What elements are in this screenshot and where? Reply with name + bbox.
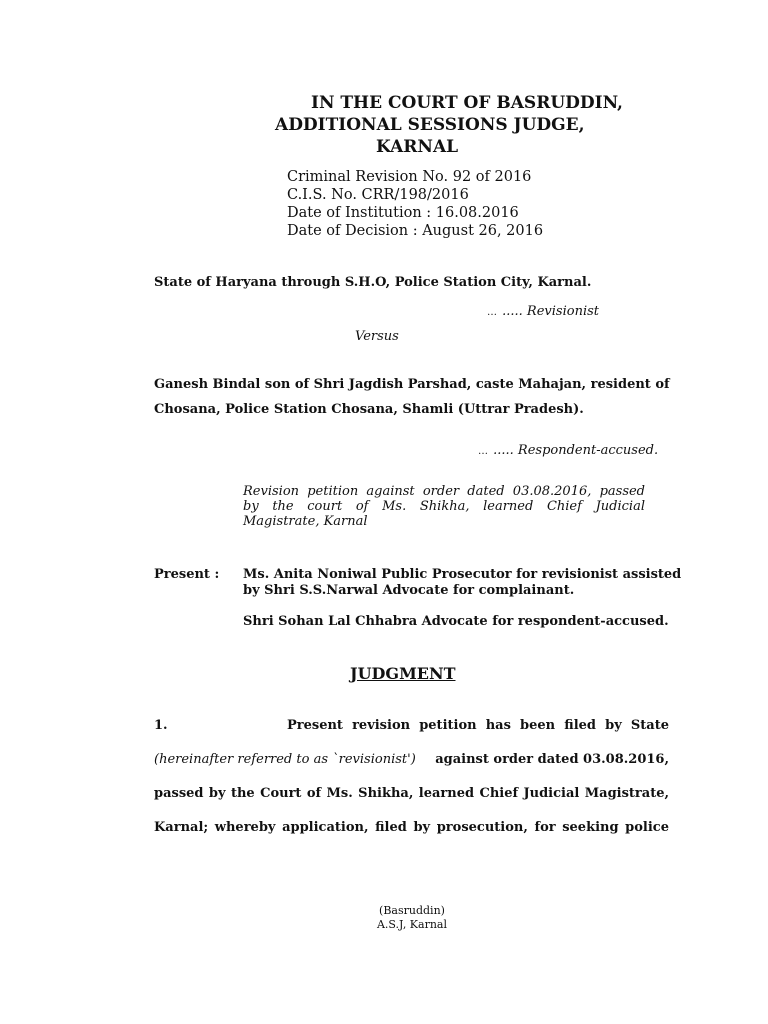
footer-signatory-designation: A.S.J, Karnal bbox=[376, 918, 448, 931]
present-line-2: by Shri S.S.Narwal Advocate for complainant. bbox=[243, 583, 575, 598]
subject-line-1: Revision petition against order dated 03.08.2016, passed bbox=[243, 484, 645, 499]
petitioner-name: State of Haryana through S.H.O, Police Station City, Karnal. bbox=[154, 275, 592, 290]
judgment-line-2-italic: (hereinafter referred to as `revisionist') bbox=[154, 752, 416, 767]
subject-line-3: Magistrate, Karnal bbox=[243, 514, 368, 529]
revision-number: Criminal Revision No. 92 of 2016 bbox=[287, 169, 532, 185]
petitioner-role-text: ..... Revisionist bbox=[502, 304, 599, 319]
respondent-line-1: Ganesh Bindal son of Shri Jagdish Parshad, caste Mahajan, resident of bbox=[154, 377, 670, 392]
date-of-institution: Date of Institution : 16.08.2016 bbox=[287, 205, 519, 221]
respondent-dots: … bbox=[478, 446, 489, 457]
judgment-heading: JUDGMENT bbox=[350, 664, 456, 683]
respondent-line-2: Chosana, Police Station Chosana, Shamli (Uttrar Pradesh). bbox=[154, 402, 584, 417]
judgment-line-4: Karnal; whereby application, filed by prosecution, for seeking police bbox=[154, 820, 669, 835]
subject-line-2: by the court of Ms. Shikha, learned Chief Judicial bbox=[243, 499, 645, 514]
judgment-line-2-text: against order dated 03.08.2016, bbox=[435, 752, 669, 767]
present-label: Present : bbox=[154, 567, 220, 582]
present-line-3: Shri Sohan Lal Chhabra Advocate for respondent-accused. bbox=[243, 614, 669, 629]
petitioner-dots: … bbox=[487, 307, 498, 318]
present-line-1: Ms. Anita Noniwal Public Prosecutor for revisionist assisted bbox=[243, 567, 682, 582]
petitioner-role bbox=[487, 304, 599, 319]
court-title-line-2: ADDITIONAL SESSIONS JUDGE, bbox=[275, 115, 585, 135]
versus-label: Versus bbox=[355, 329, 399, 344]
paragraph-number: 1. bbox=[154, 718, 168, 733]
footer-signatory-name: (Basruddin) bbox=[379, 904, 445, 917]
judgment-line-3: passed by the Court of Ms. Shikha, learned Chief Judicial Magistrate, bbox=[154, 786, 669, 801]
cis-number: C.I.S. No. CRR/198/2016 bbox=[287, 187, 469, 203]
court-title-line-1: IN THE COURT OF BASRUDDIN, bbox=[311, 93, 623, 113]
judgment-line-1: Present revision petition has been filed by State bbox=[287, 718, 669, 733]
respondent-role-text: ..... Respondent-accused. bbox=[493, 443, 659, 458]
respondent-role bbox=[478, 443, 658, 458]
date-of-decision: Date of Decision : August 26, 2016 bbox=[287, 223, 544, 239]
judgment-line-2 bbox=[154, 752, 669, 767]
court-title-line-3: KARNAL bbox=[376, 137, 459, 157]
